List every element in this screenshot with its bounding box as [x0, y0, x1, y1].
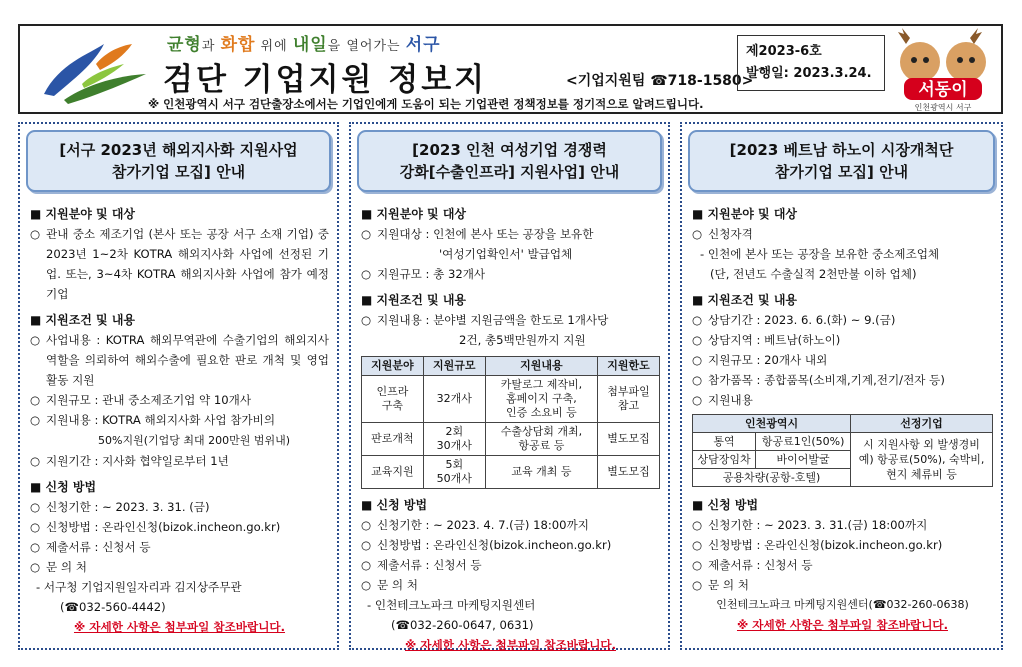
- table-header: 지원내용: [485, 357, 597, 376]
- slogan: 균형과 화합 위에 내일을 열어가는 서구: [167, 35, 441, 55]
- heading-apply: ■ 신청 방법: [30, 477, 329, 497]
- list-item: ○ 상담기간 : 2023. 6. 6.(화) ~ 9.(금): [692, 313, 896, 327]
- table-header: 지원한도: [598, 357, 660, 376]
- table-row: 상담장임차 바이어발굴: [693, 451, 993, 469]
- list-item: ○ 제출서류 : 신청서 등: [361, 558, 482, 572]
- attachment-notice: ※ 자세한 사항은 첨부파일 참조바랍니다.: [736, 618, 948, 632]
- table-row: 인프라 구축 32개사 카탈로그 제작비, 홈페이지 구축, 인증 소요비 등 첨부파일 참고: [362, 376, 660, 423]
- list-item: ○ 제출서류 : 신청서 등: [692, 558, 813, 572]
- svg-text:서동이: 서동이: [918, 80, 968, 100]
- heading-eligibility: ■ 지원분야 및 대상: [692, 204, 993, 224]
- column-women-business: [349, 122, 670, 650]
- newsletter-title: 검단 기업지원 정보지: [163, 62, 488, 98]
- list-item: ○ 제출서류 : 신청서 등: [30, 540, 151, 554]
- section-title: [2023 인천 여성기업 경쟁력 강화[수출인프라] 지원사업] 안내: [357, 130, 662, 192]
- table-header: 인천광역시: [693, 415, 851, 433]
- issue-date: 발행일: 2023.3.24.: [746, 66, 872, 81]
- list-item: ○ 지원내용 : 분야별 지원금액을 한도로 1개사당 2건, 총5백만원까지 지원: [361, 313, 609, 347]
- table-row: 교육지원 5회 50개사 교육 개최 등 별도모집: [362, 456, 660, 489]
- section-title: [서구 2023년 해외지사화 지원사업 참가기업 모집] 안내: [26, 130, 331, 192]
- table-header: 지원분야: [362, 357, 424, 376]
- table-header: 지원규모: [423, 357, 485, 376]
- eligibility-note: (단, 전년도 수출실적 2천만불 이하 업체): [710, 267, 917, 281]
- heading-eligibility: ■ 지원분야 및 대상: [30, 204, 329, 224]
- column-vietnam-trade: [680, 122, 1003, 650]
- list-item: ○ 지원규모 : 총 32개사: [361, 267, 486, 281]
- list-item: ○ 지원대상 : 인천에 본사 또는 공장을 보유한 '여성기업확인서' 발급업체: [361, 227, 594, 261]
- header-note: ※ 인천광역시 서구 검단출장소에서는 기업인에게 도움이 되는 기업관련 정책정보를 정기적으로 알려드립니다.: [148, 97, 704, 111]
- contact-phone: (☎032-560-4442): [60, 600, 166, 614]
- list-item: ○ 문 의 처: [30, 560, 87, 574]
- heading-conditions: ■ 지원조건 및 내용: [361, 290, 660, 310]
- column-overseas-branch: [18, 122, 339, 650]
- support-table: [692, 414, 993, 487]
- list-item: ○ 관내 중소 제조기업 (본사 또는 공장 서구 소재 기업) 중 2023년 1~2차 KOTRA 해외지사화 사업에 선정된 기업. 또는, 3~4차 KOTRA 해외지사화 사업에 참가 예정 기업: [30, 227, 329, 301]
- list-item: ○ 문 의 처: [692, 578, 749, 592]
- seogu-logo-icon: [34, 34, 154, 110]
- list-item: ○ 신청자격: [692, 227, 753, 241]
- table-row: 판로개척 2회 30개사 수출상담회 개최, 항공료 등 별도모집: [362, 423, 660, 456]
- list-item: ○ 문 의 처: [361, 578, 418, 592]
- mascot-icon: [886, 26, 1000, 112]
- list-item: ○ 지원내용: [692, 393, 753, 407]
- newsletter-header: [18, 24, 1003, 114]
- section-title: [2023 베트남 하노이 시장개척단 참가기업 모집] 안내: [688, 130, 995, 192]
- attachment-notice: ※ 자세한 사항은 첨부파일 참조바랍니다.: [73, 620, 285, 634]
- table-row: 통역 항공료1인(50%) 시 지원사항 외 발생경비 예) 항공료(50%), 숙박비, 현지 체류비 등: [693, 433, 993, 451]
- heading-conditions: ■ 지원조건 및 내용: [692, 290, 993, 310]
- contact-line: - 인천테크노파크 마케팅지원센터: [367, 598, 536, 612]
- list-item: ○ 지원내용 : KOTRA 해외지사화 사업 참가비의 50%지원(기업당 최대 200만원 범위내): [30, 413, 291, 447]
- heading-apply: ■ 신청 방법: [361, 495, 660, 515]
- svg-text:인천광역시 서구: 인천광역시 서구: [914, 103, 972, 112]
- support-table: [361, 356, 660, 489]
- list-item: ○ 지원기간 : 지사화 협약일로부터 1년: [30, 454, 229, 468]
- list-item: ○ 지원규모 : 관내 중소제조기업 약 10개사: [30, 393, 252, 407]
- contact-phone: (☎032-260-0647, 0631): [391, 618, 534, 632]
- table-header: 선정기업: [851, 415, 993, 433]
- issue-number: 제2023-6호: [746, 44, 822, 59]
- list-item: ○ 신청방법 : 온라인신청(bizok.incheon.go.kr): [30, 520, 281, 534]
- heading-eligibility: ■ 지원분야 및 대상: [361, 204, 660, 224]
- contact-line: - 서구청 기업지원일자리과 김지상주무관: [36, 580, 242, 594]
- list-item: ○ 지원규모 : 20개사 내외: [692, 353, 828, 367]
- contact-line: 인천테크노파크 마케팅지원센터(☎032-260-0638): [716, 598, 969, 611]
- team-contact: <기업지원팀 ☎718-1580>: [566, 73, 754, 89]
- list-item: ○ 사업내용 : KOTRA 해외무역관에 수출기업의 해외지사 역할을 의뢰하여 해외수출에 필요한 판로 개척 및 영업활동 지원: [30, 333, 329, 387]
- heading-apply: ■ 신청 방법: [692, 495, 993, 515]
- table-row: 공용차량(공항-호텔): [693, 469, 993, 487]
- list-item: ○ 신청방법 : 온라인신청(bizok.incheon.go.kr): [361, 538, 612, 552]
- list-item: ○ 신청기한 : ~ 2023. 3. 31. (금): [30, 500, 210, 514]
- heading-conditions: ■ 지원조건 및 내용: [30, 310, 329, 330]
- list-item: ○ 상담지역 : 베트남(하노이): [692, 333, 841, 347]
- list-item: ○ 신청방법 : 온라인신청(bizok.incheon.go.kr): [692, 538, 943, 552]
- list-item: ○ 신청기한 : ~ 2023. 4. 7.(금) 18:00까지: [361, 518, 589, 532]
- list-item: ○ 신청기한 : ~ 2023. 3. 31.(금) 18:00까지: [692, 518, 928, 532]
- list-item: ○ 참가품목 : 종합품목(소비재,기계,전기/전자 등): [692, 373, 945, 387]
- attachment-notice: ※ 자세한 사항은 첨부파일 참조바랍니다.: [404, 638, 616, 652]
- issue-box: [737, 35, 885, 91]
- eligibility-detail: - 인천에 본사 또는 공장을 보유한 중소제조업체: [700, 247, 940, 261]
